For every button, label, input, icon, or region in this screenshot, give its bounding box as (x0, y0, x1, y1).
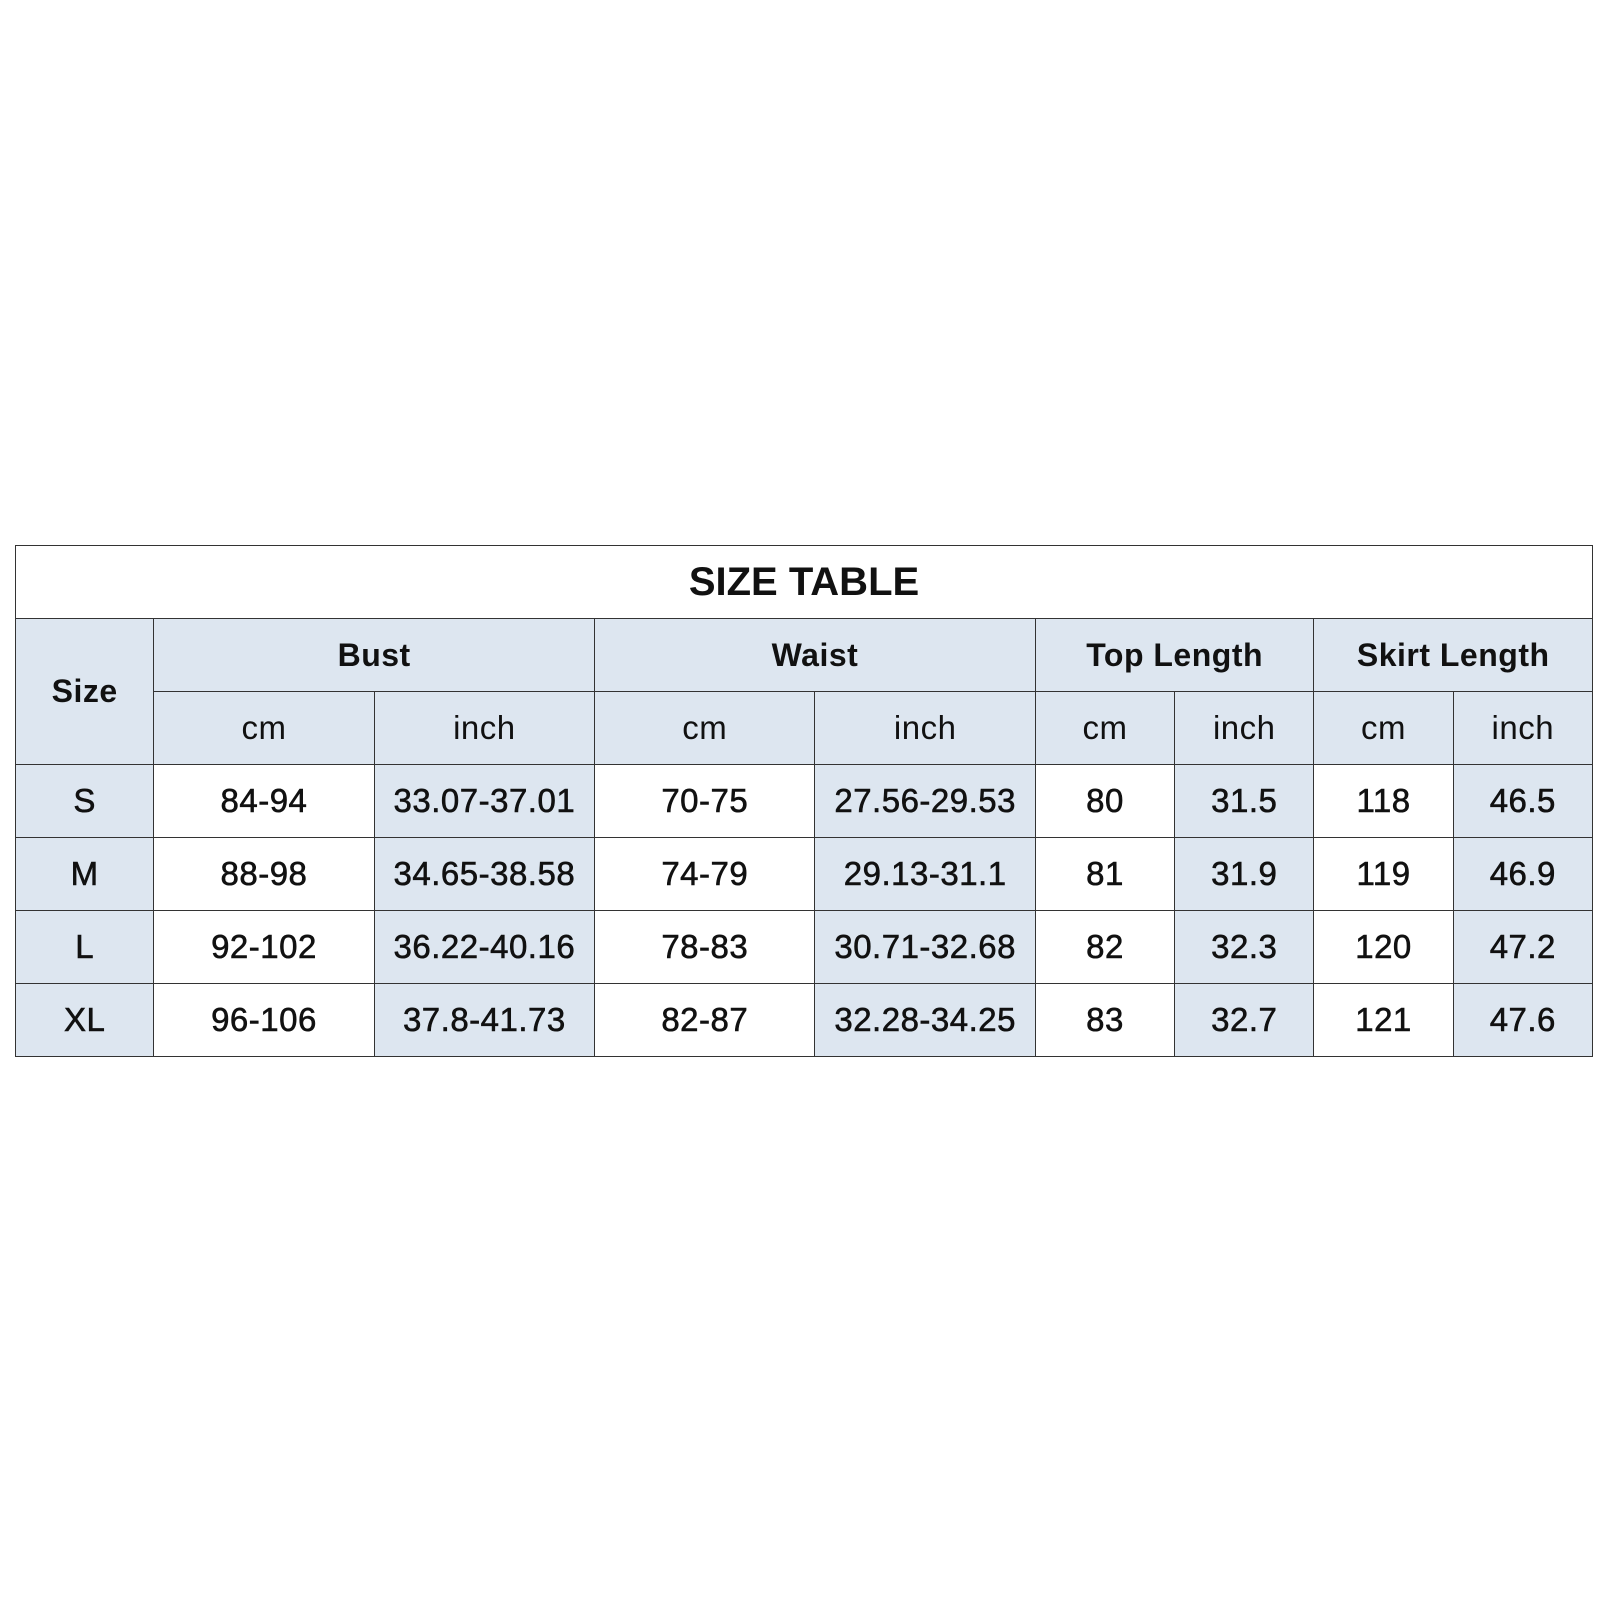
table-title: SIZE TABLE (16, 546, 1593, 619)
top-length-cm-cell: 82 (1035, 911, 1174, 984)
size-label: L (16, 911, 154, 984)
top-length-inch-cell: 32.3 (1175, 911, 1314, 984)
top-length-inch-cell: 31.5 (1175, 765, 1314, 838)
waist-header: Waist (595, 619, 1036, 692)
skirt-length-cm-cell: 120 (1314, 911, 1453, 984)
bust-inch-cell: 36.22-40.16 (374, 911, 594, 984)
bust-inch-cell: 37.8-41.73 (374, 984, 594, 1057)
skirt-length-cm-cell: 118 (1314, 765, 1453, 838)
unit-header: inch (815, 692, 1035, 765)
bust-inch-cell: 34.65-38.58 (374, 838, 594, 911)
table-row (16, 838, 1593, 911)
top-length-cm-cell: 80 (1035, 765, 1174, 838)
waist-cm-cell: 78-83 (595, 911, 815, 984)
waist-inch-cell: 29.13-31.1 (815, 838, 1035, 911)
table-row (16, 911, 1593, 984)
top-length-inch-cell: 31.9 (1175, 838, 1314, 911)
waist-inch-cell: 30.71-32.68 (815, 911, 1035, 984)
top-length-cm-cell: 83 (1035, 984, 1174, 1057)
waist-inch-cell: 32.28-34.25 (815, 984, 1035, 1057)
bust-inch-cell: 33.07-37.01 (374, 765, 594, 838)
unit-header: inch (1175, 692, 1314, 765)
unit-header: inch (1453, 692, 1592, 765)
table-row (16, 765, 1593, 838)
waist-cm-cell: 74-79 (595, 838, 815, 911)
unit-header: inch (374, 692, 594, 765)
unit-header: cm (1314, 692, 1453, 765)
skirt-length-inch-cell: 46.5 (1453, 765, 1592, 838)
top-length-header: Top Length (1035, 619, 1314, 692)
bust-cm-cell: 88-98 (154, 838, 374, 911)
skirt-length-inch-cell: 47.2 (1453, 911, 1592, 984)
size-header: Size (16, 619, 154, 765)
skirt-length-header: Skirt Length (1314, 619, 1593, 692)
waist-inch-cell: 27.56-29.53 (815, 765, 1035, 838)
unit-header: cm (595, 692, 815, 765)
skirt-length-inch-cell: 46.9 (1453, 838, 1592, 911)
top-length-cm-cell: 81 (1035, 838, 1174, 911)
bust-header: Bust (154, 619, 595, 692)
bust-cm-cell: 92-102 (154, 911, 374, 984)
table-row (16, 984, 1593, 1057)
size-table (15, 545, 1593, 1057)
size-label: XL (16, 984, 154, 1057)
top-length-inch-cell: 32.7 (1175, 984, 1314, 1057)
unit-header: cm (154, 692, 374, 765)
skirt-length-inch-cell: 47.6 (1453, 984, 1592, 1057)
size-label: M (16, 838, 154, 911)
bust-cm-cell: 96-106 (154, 984, 374, 1057)
skirt-length-cm-cell: 119 (1314, 838, 1453, 911)
unit-header: cm (1035, 692, 1174, 765)
waist-cm-cell: 70-75 (595, 765, 815, 838)
skirt-length-cm-cell: 121 (1314, 984, 1453, 1057)
size-label: S (16, 765, 154, 838)
waist-cm-cell: 82-87 (595, 984, 815, 1057)
bust-cm-cell: 84-94 (154, 765, 374, 838)
